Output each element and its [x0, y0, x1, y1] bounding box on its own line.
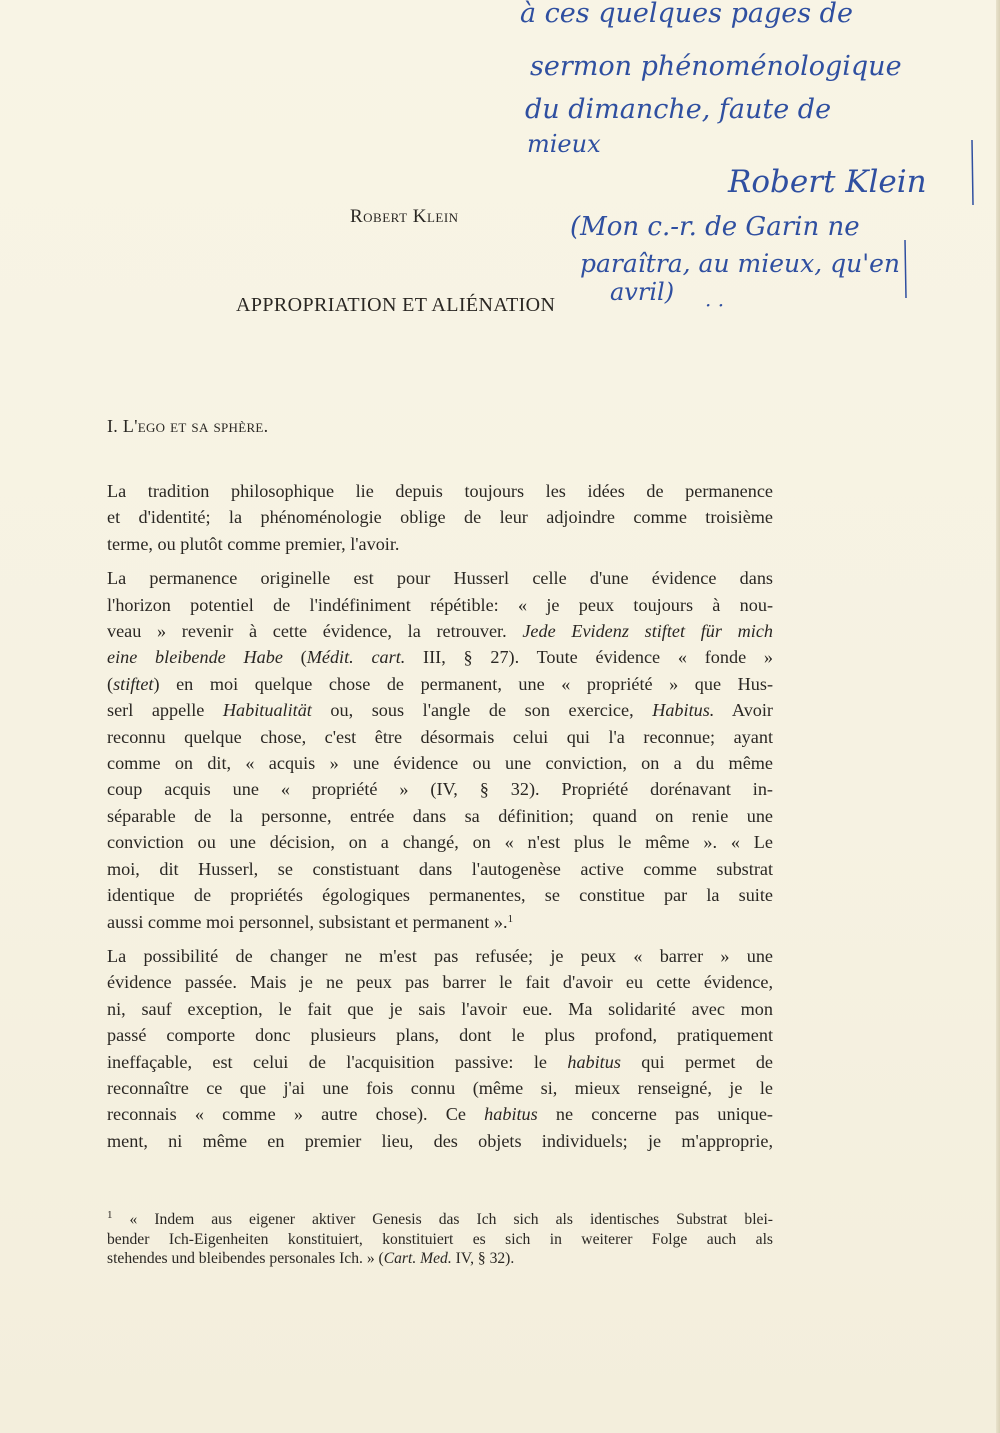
handwriting-margin-mark-2 — [905, 240, 906, 298]
text-line: eine bleibende Habe (Médit. cart. III, § 27). Toute évidence « fonde » — [107, 647, 773, 668]
text-line: La possibilité de changer ne m'est pas refusée; je peux « barrer » une — [107, 945, 773, 966]
text-line: reconnu quelque chose, c'est être désormais celui qui l'a reconnue; ayant — [107, 726, 773, 747]
footnote — [107, 1210, 773, 1269]
handwriting-line-5: (Mon c.-r. de Garin ne — [570, 212, 860, 242]
text-line: ni, sauf exception, le fait que je sais l'avoir eue. Ma solidarité avec mon — [107, 998, 773, 1019]
article-body — [107, 478, 773, 1154]
text-line: ment, ni même en premier lieu, des objets individuels; je m'approprie, — [107, 1130, 773, 1151]
author-name: Robert Klein — [350, 206, 459, 227]
paragraph-1 — [107, 478, 773, 557]
handwriting-line-1: à ces quelques pages de — [520, 0, 853, 29]
text-line: veau » revenir à cette évidence, la retrouver. Jede Evidenz stiftet für mich — [107, 621, 773, 642]
text-line: l'horizon potentiel de l'indéfiniment répétible: « je peux toujours à nou- — [107, 594, 773, 615]
handwriting-margin-mark — [972, 140, 973, 205]
handwriting-line-6: paraîtra, au mieux, qu'en — [580, 249, 900, 278]
article-title: APPROPRIATION ET ALIÉNATION — [236, 294, 556, 316]
handwriting-line-4: mieux — [527, 130, 601, 158]
text-line: terme, ou plutôt comme premier, l'avoir. — [107, 533, 400, 554]
footnote-marker: 1 — [107, 1209, 113, 1221]
handwriting-dots: · · — [705, 293, 725, 317]
text-line: comme on dit, « acquis » une évidence ou une conviction, on a du même — [107, 753, 773, 774]
handwriting-signature: Robert Klein — [728, 164, 927, 200]
text-line: La tradition philosophique lie depuis toujours les idées de permanence — [107, 481, 773, 501]
footnote-line: stehendes und bleibendes personales Ich. » (Cart. Med. IV, § 32). — [107, 1250, 515, 1267]
footnote-line: $^1$ « Indem aus eigener aktiver Genesis das Ich sich als identisches Substrat blei- — [107, 1209, 773, 1228]
text-line: et d'identité; la phénoménologie oblige de leur adjoindre comme troisième — [107, 507, 773, 528]
handwriting-line-7: avril) — [610, 278, 675, 306]
section-heading: I. L'ego et sa sphère. — [107, 416, 269, 436]
footnote-ref[interactable]: 1 — [507, 912, 514, 925]
text-line: La permanence originelle est pour Husserl celle d'une évidence dans — [107, 568, 773, 589]
text-line: coup acquis une « propriété » (IV, § 32). Propriété dorénavant in- — [107, 779, 773, 800]
paragraph-2 — [107, 565, 773, 935]
text-line: aussi comme moi personnel, subsistant et permanent ».$^1$ — [107, 911, 514, 932]
handwritten-dedication — [0, 0, 1000, 340]
text-line: conviction ou une décision, on a changé, on « n'est plus le même ». « Le — [107, 832, 773, 853]
text-line: identique de propriétés égologiques permanentes, se constitue par la suite — [107, 885, 773, 906]
handwriting-line-3: du dimanche, faute de — [525, 94, 832, 125]
text-line: serl appelle Habitualität ou, sous l'angle de son exercice, Habitus. Avoir — [107, 700, 773, 721]
page-edge-shadow — [996, 0, 1000, 1433]
text-line: ineffaçable, est celui de l'acquisition passive: le habitus qui permet de — [107, 1051, 773, 1072]
text-line: passé comporte donc plusieurs plans, dont le plus profond, pratiquement — [107, 1025, 773, 1046]
text-line: séparable de la personne, entrée dans sa définition; quand on renie une — [107, 805, 773, 826]
text-line: (stiftet) en moi quelque chose de permanent, une « propriété » que Hus- — [107, 673, 773, 694]
text-line: reconnaître ce que j'ai une fois connu (même si, mieux renseigné, je le — [107, 1077, 773, 1098]
footnote-line: bender Ich-Eigenheiten konstituiert, konstituiert es sich in weiterer Folge auch als — [107, 1230, 773, 1248]
text-line: moi, dit Husserl, se constistuant dans l'autogenèse active comme substrat — [107, 858, 773, 879]
text-line: évidence passée. Mais je ne peux pas barrer le fait d'avoir eu cette évidence, — [107, 972, 773, 993]
paragraph-3 — [107, 943, 773, 1154]
handwriting-line-2: sermon phénoménologique — [530, 51, 902, 82]
text-line: reconnais « comme » autre chose). Ce habitus ne concerne pas unique- — [107, 1104, 773, 1125]
